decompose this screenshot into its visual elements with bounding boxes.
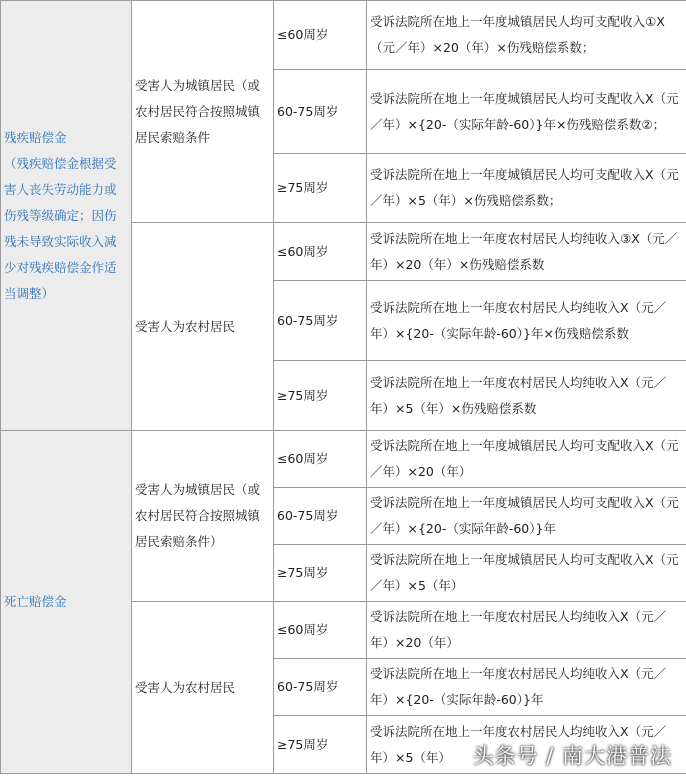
disability-note: （残疾赔偿金根据受害人丧失劳动能力或伤残等级确定；因伤残未导致实际收入减少对残疾赔偿金作适当调整） <box>4 155 117 301</box>
age-range: ≥75周岁 <box>274 154 367 223</box>
formula: 受诉法院所在地上一年度城镇居民人均可支配收入X（元／年）×5（年）×伤残赔偿系数； <box>367 154 686 223</box>
disability-urban-condition: 受害人为城镇居民（或农村居民符合按照城镇居民索赔条件 <box>132 1 274 223</box>
age-range: ≤60周岁 <box>274 223 367 281</box>
age-range: ≥75周岁 <box>274 545 367 602</box>
formula: 受诉法院所在地上一年度农村居民人均纯收入X（元／年）×5（年）×伤残赔偿系数 <box>367 361 686 431</box>
watermark-text: 头条号 / 南大港普法 <box>472 744 672 768</box>
disability-category: 残疾赔偿金 <box>4 129 67 145</box>
formula: 受诉法院所在地上一年度城镇居民人均可支配收入X（元／年）×5（年） <box>367 545 686 602</box>
formula: 受诉法院所在地上一年度城镇居民人均可支配收入①X（元／年）×20（年）×伤残赔偿系数； <box>367 1 686 70</box>
age-range: ≥75周岁 <box>274 716 367 774</box>
formula: 受诉法院所在地上一年度农村居民人均纯收入X（元／年）×5（年） <box>367 716 686 774</box>
formula: 受诉法院所在地上一年度城镇居民人均可支配收入X（元／年）×{20-（实际年龄-60）}年×伤残赔偿系数②； <box>367 70 686 154</box>
death-urban-condition: 受害人为城镇居民（或农村居民符合按照城镇居民索赔条件） <box>132 431 274 602</box>
formula: 受诉法院所在地上一年度城镇居民人均可支配收入X（元／年）×{20-（实际年龄-60）}年 <box>367 488 686 545</box>
formula: 受诉法院所在地上一年度农村居民人均纯收入③X（元／年）×20（年）×伤残赔偿系数 <box>367 223 686 281</box>
death-category: 死亡赔偿金 <box>4 594 67 609</box>
age-range: 60-75周岁 <box>274 659 367 716</box>
formula: 受诉法院所在地上一年度城镇居民人均可支配收入X（元／年）×20（年） <box>367 431 686 488</box>
death-rural-condition: 受害人为农村居民 <box>132 602 274 774</box>
age-range: ≤60周岁 <box>274 602 367 659</box>
formula: 受诉法院所在地上一年度农村居民人均纯收入X（元／年）×20（年） <box>367 602 686 659</box>
age-range: 60-75周岁 <box>274 281 367 361</box>
age-range: 60-75周岁 <box>274 488 367 545</box>
age-range: 60-75周岁 <box>274 70 367 154</box>
disability-rural-condition: 受害人为农村居民 <box>132 223 274 431</box>
death-category-cell <box>1 431 132 774</box>
age-range: ≥75周岁 <box>274 361 367 431</box>
disability-category-cell <box>1 1 132 431</box>
formula: 受诉法院所在地上一年度农村居民人均纯收入X（元／年）×{20-（实际年龄-60）}年 <box>367 659 686 716</box>
formula: 受诉法院所在地上一年度农村居民人均纯收入X（元／年）×{20-（实际年龄-60）}年×伤残赔偿系数 <box>367 281 686 361</box>
age-range: ≤60周岁 <box>274 431 367 488</box>
age-range: ≤60周岁 <box>274 1 367 70</box>
